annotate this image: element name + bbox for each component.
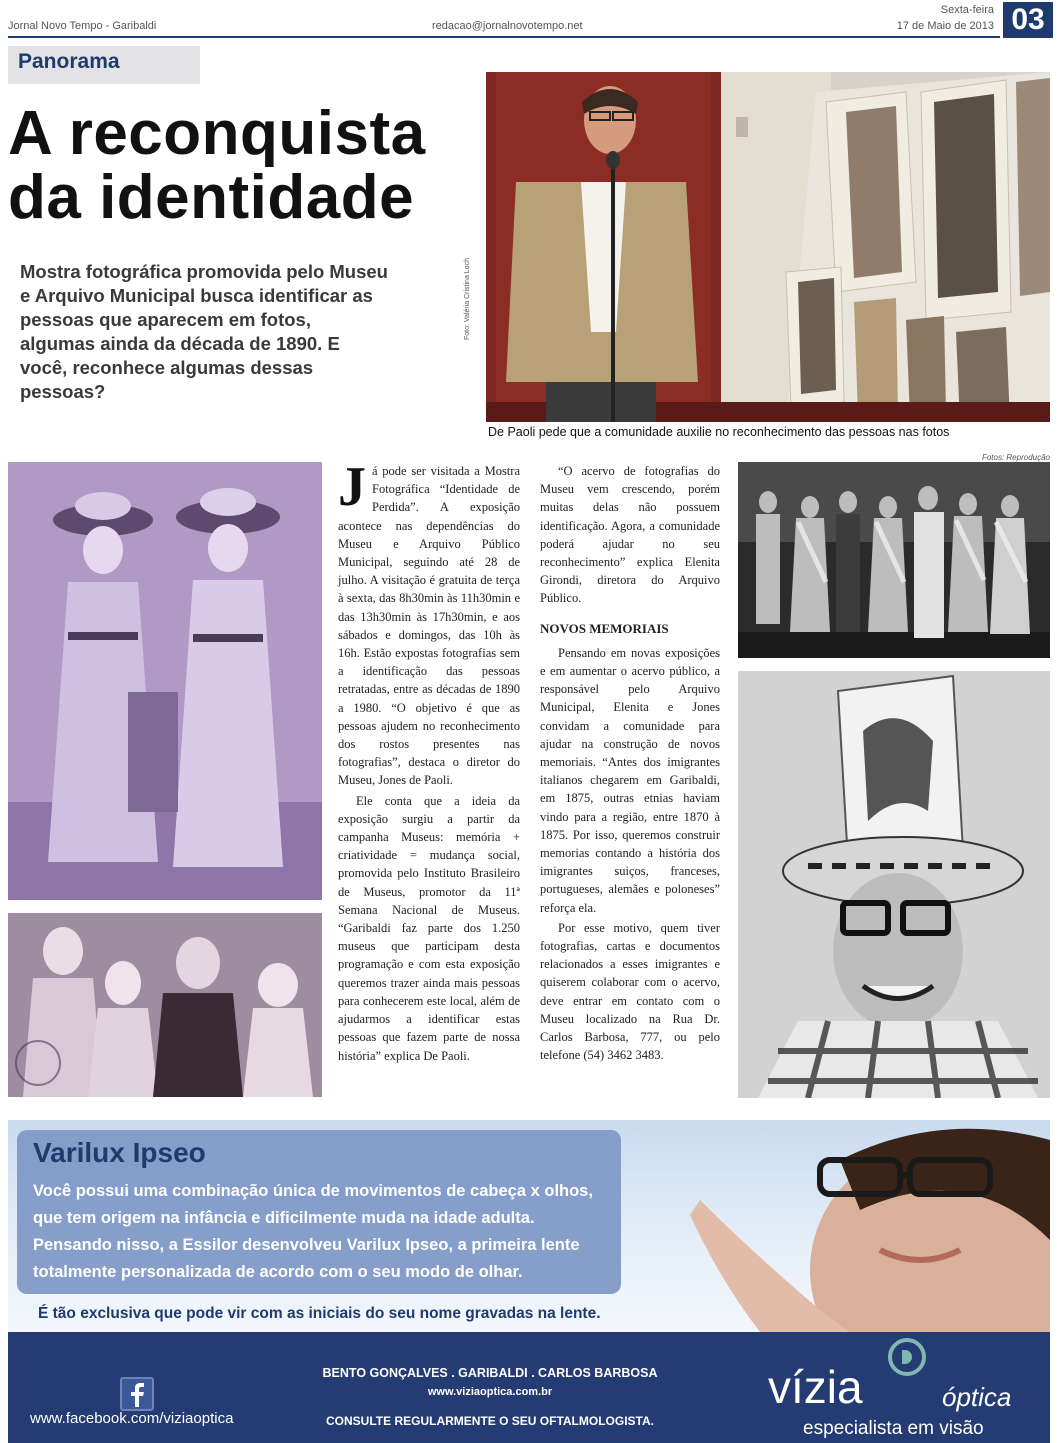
header-email[interactable]: redacao@jornalnovotempo.net xyxy=(432,20,583,32)
main-photo xyxy=(486,72,1050,422)
ad-body: Você possui uma combinação única de movimentos de cabeça x olhos, que tem origem na infância e dificilmente muda na idade adulta. Pensando nisso, a Essilor desenvolveu Varilux Ipseo, a primeira lente totalmente personalizada de acordo com o seu modo de olhar. xyxy=(33,1182,593,1281)
header-publication: Jornal Novo Tempo - Garibaldi xyxy=(8,20,157,32)
photos-credit: Fotos: Reprodução xyxy=(981,453,1050,462)
headline-line-1: A reconquista xyxy=(8,99,426,168)
ad-title: Varilux Ipseo xyxy=(33,1137,206,1168)
headline xyxy=(8,99,426,232)
article-col2-p2: Por esse motivo, quem tiver fotografias, cartas e documentos relacionados a esses imigrantes e quiserem colaborar com o acervo, deve entrar em contato com o Museu localizado na Rua Dr. Carlos Barbosa, 777, ou pelo telefone (54) 3462 3483. xyxy=(540,920,720,1063)
historic-photo-family xyxy=(8,913,322,1097)
ad-advice: CONSULTE REGULARMENTE O SEU OFTALMOLOGISTA. xyxy=(326,1414,654,1428)
brand-tagline: especialista em visão xyxy=(803,1418,984,1439)
historic-photo-group xyxy=(738,462,1050,658)
lead-paragraph: Mostra fotográfica promovida pelo Museu e Arquivo Municipal busca identificar as pessoas que aparecem em fotos, algumas ainda da década de 1890. E você, reconhece algumas dessas pessoas? xyxy=(20,261,388,402)
article-column-2 xyxy=(540,462,720,1067)
header-weekday: Sexta-feira xyxy=(940,4,994,16)
historic-photo-man-hat xyxy=(738,671,1050,1098)
article-col2-intro: “O acervo de fotografias do Museu vem crescendo, porém muitas delas não possuem identificação. Agora, a comunidade poderá ajudar no seu reconhecimento” explica Elenita Girondi, diretora do Arquivo Público. xyxy=(540,464,720,606)
ad-cities: BENTO GONÇALVES . GARIBALDI . CARLOS BARBOSA xyxy=(322,1366,658,1380)
facebook-icon[interactable] xyxy=(120,1377,154,1411)
section-tag: Panorama xyxy=(8,46,200,84)
article-subhead: NOVOS MEMORIAIS xyxy=(540,620,669,636)
headline-line-2: da identidade xyxy=(8,163,415,232)
ad-model-illustration xyxy=(640,1120,1050,1332)
facebook-link[interactable]: www.facebook.com/viziaoptica xyxy=(30,1410,234,1427)
ad-exclusive-line: É tão exclusiva que pode vir com as iniciais do seu nome gravadas na lente. xyxy=(38,1305,601,1322)
page-number: 03 xyxy=(1003,2,1053,38)
article-col2-p1: Pensando em novas exposições e em aumentar o acervo público, a responsável pelo Arquivo Municipal, Elenita e Jones convidam a comunidade para ajudar na construção de novos memoriais. “Antes dos imigrantes italianos chegarem em Garibaldi, em 1875, outras etnias haviam vindo para a região, entre 1870 à 1875. Por isso, queremos construir memorias contando a história dos imigrantes suiços, franceses, portugueses, alemães e poloneses” reforça ela. xyxy=(540,645,720,915)
ad-website[interactable]: www.viziaoptica.com.br xyxy=(427,1386,553,1398)
article-column-1 xyxy=(338,456,520,1067)
brand-name: vízia xyxy=(768,1361,863,1413)
main-photo-caption: De Paoli pede que a comunidade auxilie no reconhecimento das pessoas nas fotos xyxy=(488,425,950,439)
main-photo-illustration xyxy=(486,72,1050,422)
main-photo-credit: Foto: Valéria Cristina Loch xyxy=(464,258,471,340)
article-col1-p1: á pode ser visitada a Mostra Fotográfica “Identidade de Perdida”. A exposição acontece nas dependências do Museu e Arquivo Público Municipal, seguindo até 28 de julho. A visitação é gratuita de terça à sexta, das 8h30min às 11h30min e das 13h30min às 17h30min, e aos sábados e domingos, das 10h às 16h. Estão expostas fotografias sem a identificação das pessoas retratadas, entre as décadas de 1890 a 1980. “O objetivo é que as pessoas ajudem no reconhecimento dos rostos presentes nas fotografias”, destaca o diretor do Museu, Jones de Paoli. xyxy=(338,464,520,788)
header-rule xyxy=(8,36,1000,38)
historic-photo-two-women xyxy=(8,462,322,900)
brand-suffix: óptica xyxy=(942,1382,1012,1412)
dropcap: J xyxy=(338,456,366,518)
brand-logo-icon xyxy=(888,1338,926,1376)
article-col1-p2: Ele conta que a ideia da exposição surgiu a partir da campanha Museus: memória + criatividade = mudança social, promovida pelo Instituto Brasileiro de Museus, promotor da 11ª Semana Nacional de Museus. “Garibaldi faz parte dos 1.250 museus que participam desta programação e com esta exposição queremos trazer ainda mais pessoas para conhecerem este local, além de ajudarmos a identificar estas pessoas que fazem parte de nossa história” explica De Paoli. xyxy=(338,793,520,1063)
header-date: 17 de Maio de 2013 xyxy=(896,20,994,32)
